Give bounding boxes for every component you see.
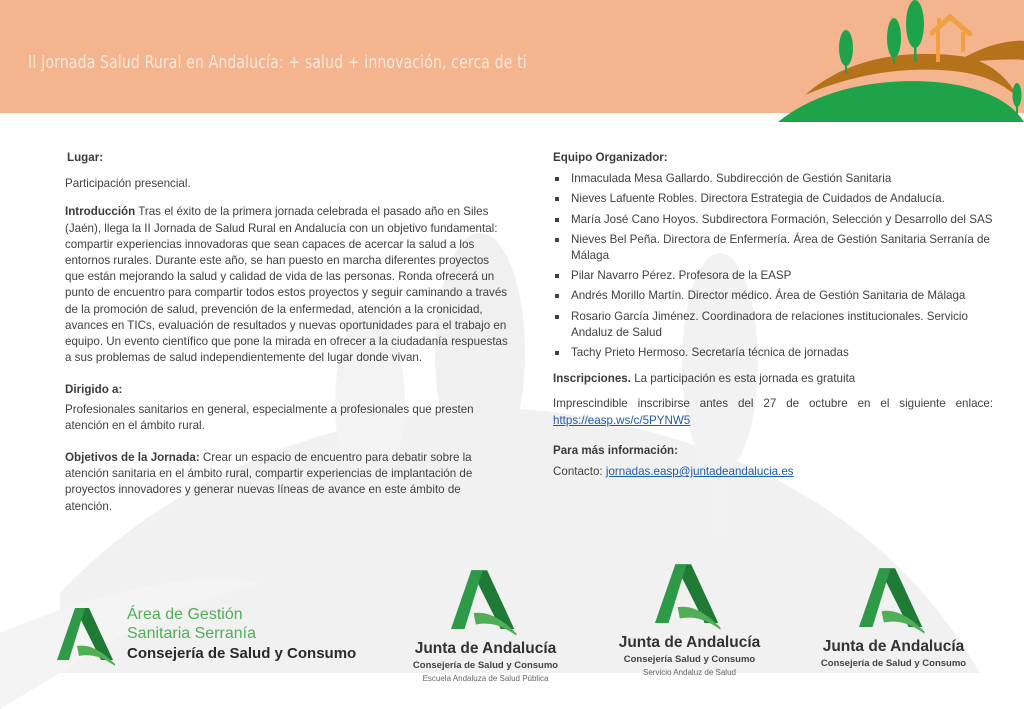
area-line3: Consejería de Salud y Consumo	[127, 645, 357, 662]
team-member: Rosario García Jiménez. Coordinadora de relaciones institucionales. Servicio Andaluz de Salud	[553, 309, 993, 341]
team-list	[553, 171, 993, 361]
team-member: Nieves Bel Peña. Directora de Enfermería. Área de Gestión Sanitaria Serranía de Málaga	[553, 232, 993, 264]
introduccion-section	[65, 204, 510, 366]
team-member: Andrés Morillo Martín. Director médico. Área de Gestión Sanitaria de Málaga	[553, 288, 993, 304]
consejeria-sub: Consejería de Salud y Consumo	[820, 658, 967, 669]
logo-junta-sas	[612, 564, 767, 677]
equipo-section	[553, 150, 993, 361]
logo-junta-easp	[408, 570, 563, 683]
sas-extra: Servicio Andaluz de Salud	[643, 668, 736, 677]
inscripciones-text: La participación es esta jornada es gratuita	[630, 372, 856, 386]
contact-email-link[interactable]: jornadas.easp@juntadeandalucia.es	[605, 465, 794, 479]
easp-sub: Consejería de Salud y Consumo	[412, 660, 559, 671]
area-line2: Sanitaria Serranía	[127, 625, 256, 642]
sas-sub: Consejería Salud y Consumo	[623, 654, 756, 665]
dirigido-heading: Dirigido a:	[65, 383, 123, 397]
inscripciones-heading: Inscripciones.	[553, 372, 631, 386]
easp-extra: Escuela Andaluza de Salud Pública	[422, 674, 549, 683]
right-column	[553, 150, 993, 489]
lugar-text: Participación presencial.	[65, 177, 191, 191]
team-member: María José Cano Hoyos. Subdirectora Formación, Selección y Desarrollo del SAS	[553, 212, 993, 228]
junta-andalucia-a-icon	[451, 570, 521, 636]
inscripciones-section	[553, 371, 993, 387]
team-member: Nieves Lafuente Robles. Directora Estrategia de Cuidados de Andalucía.	[553, 191, 993, 207]
lugar-heading: Lugar:	[67, 151, 104, 164]
introduccion-text: Tras el éxito de la primera jornada celebrada el pasado año en Siles (Jaén), llega la II Jornada de Salud Rural en Andalucía con un objetivo fundamental: compartir experiencias innovadoras que sean capaces de acercar la salud a los entornos rurales. Durante este año, se han puesto en marcha diferentes proyectos que están mejorando la salud y calidad de vida de las personas. Ronda ofrecerá un punto de encuentro para compartir todos estos proyectos y seguir caminando a través de la promoción de salud, prevención de la enfermedad, atención a la cronicidad, avances en TICs, evaluación de resultados y nuevas oportunidades para el trabajo en equipo. Un evento científico que pone la mirada en ofrecer a la ciudadanía respuestas a sus problemas de salud independientemente del lugar donde vivan.	[65, 205, 508, 365]
contact-line	[553, 464, 993, 480]
info-heading: Para más información:	[553, 443, 678, 457]
inscripciones-deadline	[553, 396, 993, 428]
page-title: II Jornada Salud Rural en Andalucía: + salud + innovación, cerca de ti	[28, 53, 527, 73]
objetivos-text: Crear un espacio de encuentro para debatir sobre la atención sanitaria en el ámbito rural, compartir experiencias de implantación de proyectos innovadores y generar nuevas líneas de avance en este ámbito de atención.	[65, 451, 473, 513]
junta-andalucia-a-icon	[859, 568, 929, 634]
junta-andalucia-a-icon	[57, 608, 119, 666]
consejeria-title: Junta de Andalucía	[822, 638, 965, 655]
deadline-text: Imprescindible inscribirse antes del 27 de octubre en el siguiente enlace:	[553, 397, 993, 411]
left-column	[65, 150, 510, 524]
easp-title: Junta de Andalucía	[414, 640, 557, 657]
registration-link[interactable]: https://easp.ws/c/5PYNW5	[553, 413, 691, 427]
contact-label: Contacto:	[553, 465, 606, 479]
rural-hills-trees-house-icon	[760, 0, 1024, 122]
equipo-heading: Equipo Organizador:	[553, 151, 668, 164]
team-member: Tachy Prieto Hermoso. Secretaría técnica de jornadas	[553, 345, 993, 361]
sas-title: Junta de Andalucía	[618, 634, 761, 651]
introduccion-heading: Introducción	[65, 205, 136, 219]
dirigido-section	[65, 382, 510, 434]
lugar-section	[65, 150, 510, 192]
dirigido-text: Profesionales sanitarios en general, especialmente a profesionales que presten atención en el ámbito rural.	[65, 402, 474, 432]
team-member: Inmaculada Mesa Gallardo. Subdirección de Gestión Sanitaria	[553, 171, 993, 187]
logo-junta-consejeria	[816, 568, 971, 669]
logos-footer	[0, 560, 1024, 709]
objetivos-section	[65, 450, 510, 515]
junta-andalucia-a-icon	[655, 564, 725, 630]
team-member: Pilar Navarro Pérez. Profesora de la EASP	[553, 268, 993, 284]
area-line1: Área de Gestión	[127, 606, 243, 623]
info-section	[553, 443, 993, 480]
objetivos-heading: Objetivos de la Jornada:	[65, 451, 200, 465]
